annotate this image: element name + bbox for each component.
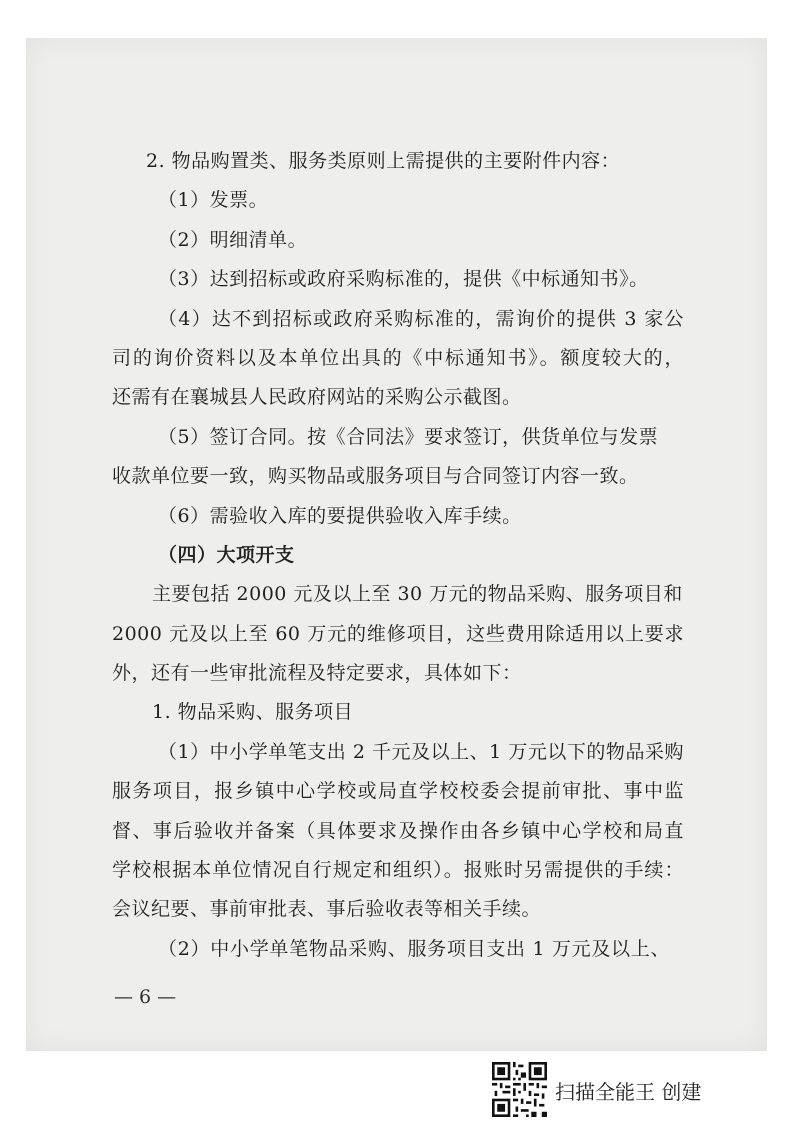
text-line: 督、事后验收并备案（具体要求及操作由各乡镇中心学校和局直 [112, 820, 684, 842]
text-line: （4）达不到招标或政府采购标准的，需询价的提供 3 家公 [158, 308, 684, 330]
text-line: 学校根据本单位情况自行规定和组织）。报账时另需提供的手续： [112, 859, 684, 881]
text-line: （2）明细清单。 [158, 229, 308, 251]
subsection-heading: 1. 物品采购、服务项目 [152, 701, 354, 723]
text-line: 服务项目，报乡镇中心学校或局直学校校委会提前审批、事中监 [112, 780, 684, 802]
text-line: 外，还有一些审批流程及特定要求，具体如下： [112, 662, 522, 684]
text-line: （6）需验收入库的要提供验收入库手续。 [158, 505, 522, 527]
text-line: 2. 物品购置类、服务类原则上需提供的主要附件内容： [146, 150, 621, 172]
scanner-watermark [492, 1062, 712, 1117]
text-line: 2000 元及以上至 60 万元的维修项目，这些费用除适用以上要求 [112, 623, 684, 645]
scanner-label: 扫描全能王 创建 [555, 1080, 702, 1104]
page-number: — 6 — [114, 986, 177, 1008]
text-line: （2）中小学单笔物品采购、服务项目支出 1 万元及以上、 [158, 938, 670, 960]
text-line: （1）发票。 [158, 189, 269, 211]
text-line: 会议纪要、事前审批表、事后验收表等相关手续。 [112, 898, 542, 920]
qr-code-icon [492, 1062, 547, 1117]
text-line: 还需有在襄城县人民政府网站的采购公示截图。 [112, 386, 522, 408]
text-line: 收款单位要一致，购买物品或服务项目与合同签订内容一致。 [112, 465, 639, 487]
text-line: （5）签订合同。按《合同法》要求签订，供货单位与发票 [158, 426, 659, 448]
section-heading: （四）大项开支 [158, 544, 295, 566]
text-line: 主要包括 2000 元及以上至 30 万元的物品采购、服务项目和 [152, 583, 683, 605]
text-line: （3）达到招标或政府采购标准的，提供《中标通知书》。 [158, 268, 649, 290]
text-line: （1）中小学单笔支出 2 千元及以上、1 万元以下的物品采购 [158, 741, 684, 763]
text-line: 司的询价资料以及本单位出具的《中标通知书》。额度较大的， [112, 347, 684, 369]
